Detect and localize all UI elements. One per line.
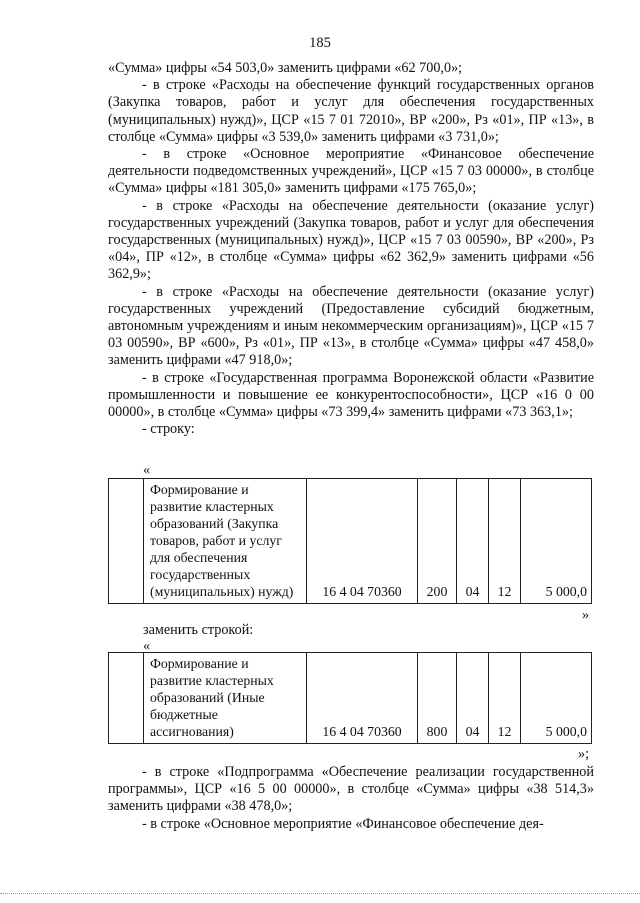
- table-cell-vr: 200: [418, 479, 457, 604]
- paragraph: - в строке «Расходы на обеспечение деятельности (оказание услуг) государственных учреждений (Закупка товаров, работ и услуг для обеспечения государственных (муниципальных) нужд)», ЦСР «15 7 03 00590», ВР «200», Рз «04», ПР «12», в столбце «Сумма» цифры «62 362,9» заменить цифрами «56 362,9»;: [108, 197, 594, 283]
- close-quote: »;: [578, 746, 590, 762]
- table-row: [109, 653, 592, 744]
- close-quote: »: [582, 607, 590, 623]
- table-cell-name: Формирование и развитие кластерных образований (Закупка товаров, работ и услуг для обеспечения государственных (муниципальных) нужд): [144, 479, 307, 604]
- page-number: 185: [309, 35, 331, 51]
- table-cell-pr: 12: [489, 479, 521, 604]
- table-cell-rz: 04: [457, 479, 489, 604]
- open-quote: «: [143, 462, 151, 478]
- open-quote: «: [143, 638, 151, 654]
- paragraph: - в строке «Основное мероприятие «Финансовое обеспечение дея-: [142, 815, 544, 832]
- page-bottom-rule: [0, 893, 640, 894]
- paragraph: - в строке «Подпрограмма «Обеспечение реализации государственной программы», ЦСР «16 5 00 00000», в столбце «Сумма» цифры «38 514,3» заменить цифрами «38 478,0»;: [108, 764, 594, 815]
- paragraph: - в строке «Основное мероприятие «Финансовое обеспечение деятельности подведомственных учреждений», ЦСР «15 7 03 00000», в столбце «Сумма» цифры «181 305,0» заменить цифрами «175 765,0»;: [108, 146, 594, 197]
- table-cell-empty: [109, 479, 144, 604]
- table-cell-vr: 800: [418, 653, 457, 744]
- paragraph: - в строке «Расходы на обеспечение функций государственных органов (Закупка товаров, работ и услуг для обеспечения государственных (муниципальных) нужд)», ЦСР «15 7 01 72010», ВР «200», Рз «01», ПР «13», в столбце «Сумма» цифры «3 539,0» заменить цифрами «3 731,0»;: [108, 77, 594, 145]
- table-cell-sum: 5 000,0: [521, 653, 592, 744]
- amendments-block-2: [108, 764, 594, 833]
- paragraph: - в строке «Расходы на обеспечение деятельности (оказание услуг) государственных учреждений (Предоставление субсидий бюджетным, автономным учреждениям и иным некоммерческим организациям)», ЦСР «15 7 03 00590», ВР «600», Рз «01», ПР «13», в столбце «Сумма» цифры «47 458,0» заменить цифрами «47 918,0»;: [108, 283, 594, 369]
- table-cell-rz: 04: [457, 653, 489, 744]
- table-cell-name: Формирование и развитие кластерных образований (Иные бюджетные ассигнования): [144, 653, 307, 744]
- replace-label: заменить строкой:: [143, 622, 254, 638]
- table-cell-csr: 16 4 04 70360: [307, 479, 418, 604]
- amendments-block-1: [108, 60, 594, 438]
- paragraph: - строку:: [142, 421, 195, 438]
- budget-row-table-new: [108, 652, 592, 744]
- paragraph: «Сумма» цифры «54 503,0» заменить цифрами «62 700,0»;: [108, 60, 463, 76]
- table-cell-sum: 5 000,0: [521, 479, 592, 604]
- table-cell-csr: 16 4 04 70360: [307, 653, 418, 744]
- paragraph: - в строке «Государственная программа Воронежской области «Развитие промышленности и повышение ее конкурентоспособности», ЦСР «16 0 00 00000», в столбце «Сумма» цифры «73 399,4» заменить цифрами «73 363,1»;: [108, 369, 594, 421]
- budget-row-table-old: [108, 478, 592, 604]
- table-cell-pr: 12: [489, 653, 521, 744]
- table-cell-empty: [109, 653, 144, 744]
- table-row: [109, 479, 592, 604]
